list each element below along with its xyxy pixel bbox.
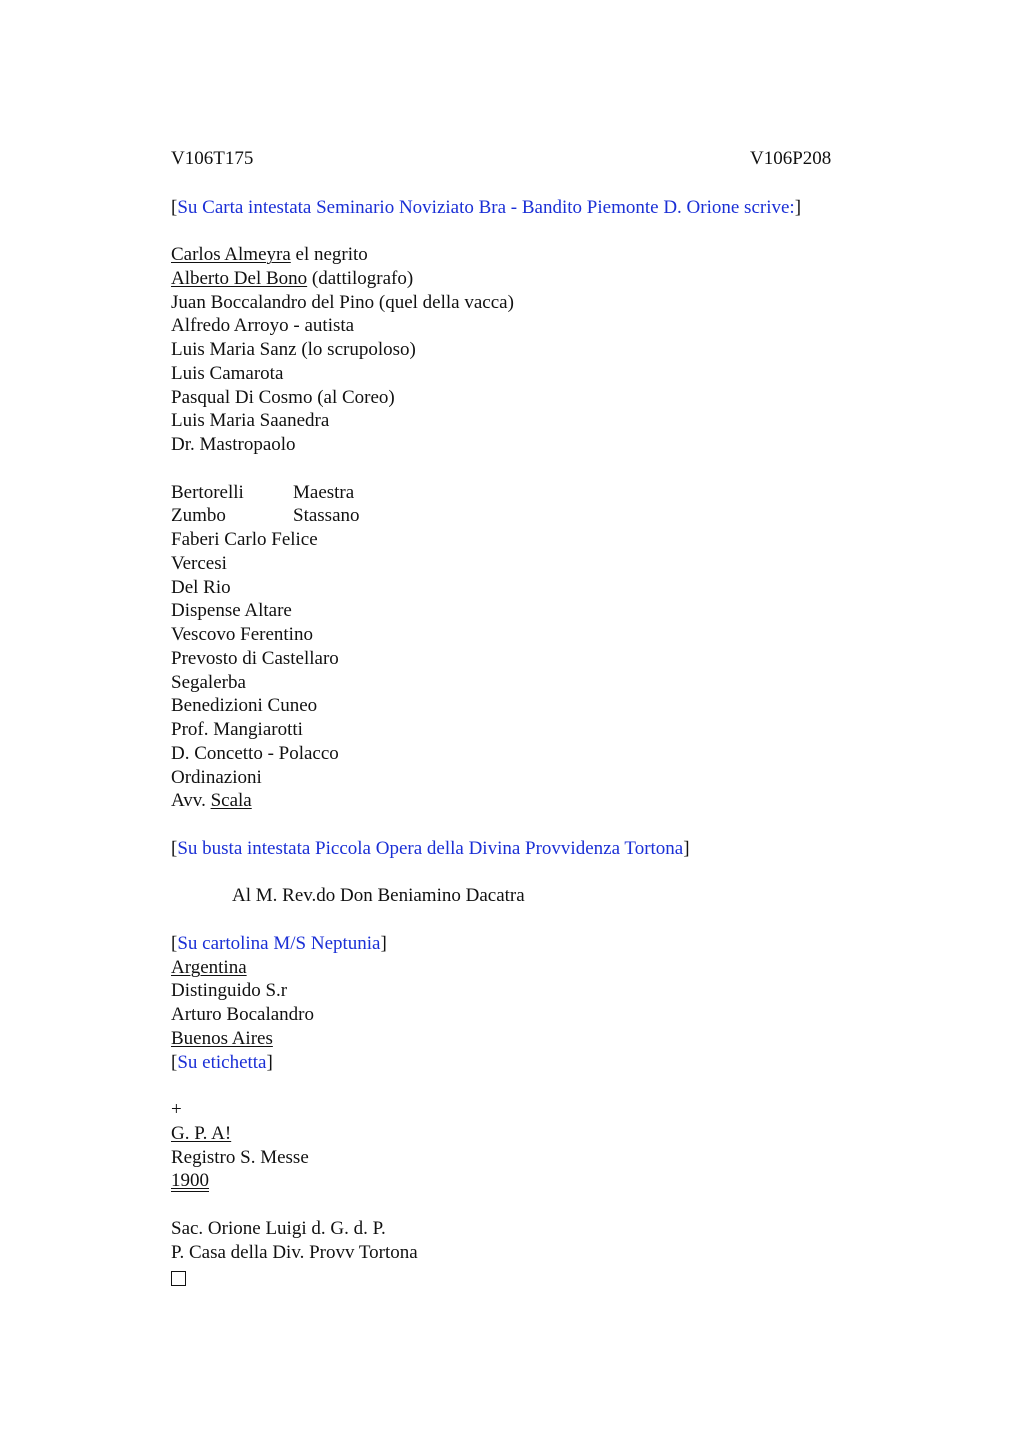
list-item: Luis Camarota (171, 363, 284, 384)
list-item: Vescovo Ferentino (171, 624, 313, 645)
editorial-note-text: Su cartolina M/S Neptunia (177, 933, 381, 954)
list-item: Avv. Scala (171, 790, 252, 811)
editorial-note-text: Su Carta intestata Seminario Noviziato Bra - Bandito Piemonte D. Orione scrive: (177, 197, 795, 218)
list-item: Pasqual Di Cosmo (al Coreo) (171, 387, 395, 408)
editorial-note-text: Su etichetta (177, 1052, 267, 1073)
postcard-recipient: Arturo Bocalandro (171, 1004, 314, 1025)
list-item: Ordinazioni (171, 767, 262, 788)
list-item-pair: Zumbo Stassano (171, 505, 360, 526)
label-motto: G. P. A! (171, 1123, 232, 1144)
editorial-note-text: Su busta intestata Piccola Opera della Divina Provvidenza Tortona (177, 838, 684, 859)
postcard-country: Argentina (171, 957, 247, 978)
list-item: Luis Maria Saanedra (171, 410, 330, 431)
signature-line: P. Casa della Div. Provv Tortona (171, 1242, 418, 1263)
list-item: Prof. Mangiarotti (171, 719, 303, 740)
envelope-address: Al M. Rev.do Don Beniamino Dacatra (232, 885, 525, 906)
list-item: Benedizioni Cuneo (171, 695, 318, 716)
label-title: Registro S. Messe (171, 1147, 309, 1168)
list-item: Faberi Carlo Felice (171, 529, 318, 550)
list-item: D. Concetto - Polacco (171, 743, 339, 764)
cross-mark: + (171, 1099, 182, 1120)
document-code-left: V106T175 (171, 148, 254, 169)
list-item: Carlos Almeyra el negrito (171, 244, 368, 265)
empty-box-icon (171, 1266, 186, 1289)
list-item: Alberto Del Bono (dattilografo) (171, 268, 414, 289)
list-item: Alfredo Arroyo - autista (171, 315, 355, 336)
list-item: Dispense Altare (171, 600, 292, 621)
list-item: Juan Boccalandro del Pino (quel della vacca) (171, 292, 514, 313)
list-item: Segalerba (171, 672, 246, 693)
document-code-right: V106P208 (750, 148, 832, 169)
postcard-city: Buenos Aires (171, 1028, 273, 1049)
editorial-note: [Su Carta intestata Seminario Noviziato Bra - Bandito Piemonte D. Orione scrive:] (171, 197, 802, 218)
editorial-note: [Su busta intestata Piccola Opera della Divina Provvidenza Tortona] (171, 838, 690, 859)
editorial-note: [Su etichetta] (171, 1052, 273, 1073)
list-item-pair: Bertorelli Maestra (171, 482, 355, 503)
list-item: Prevosto di Castellaro (171, 648, 339, 669)
signature-line: Sac. Orione Luigi d. G. d. P. (171, 1218, 386, 1239)
list-item: Vercesi (171, 553, 227, 574)
list-item: Dr. Mastropaolo (171, 434, 296, 455)
list-item: Del Rio (171, 577, 231, 598)
postcard-salutation: Distinguido S.r (171, 980, 288, 1001)
list-item: Luis Maria Sanz (lo scrupoloso) (171, 339, 416, 360)
label-year: 1900 (171, 1170, 209, 1191)
editorial-note: [Su cartolina M/S Neptunia] (171, 933, 387, 954)
